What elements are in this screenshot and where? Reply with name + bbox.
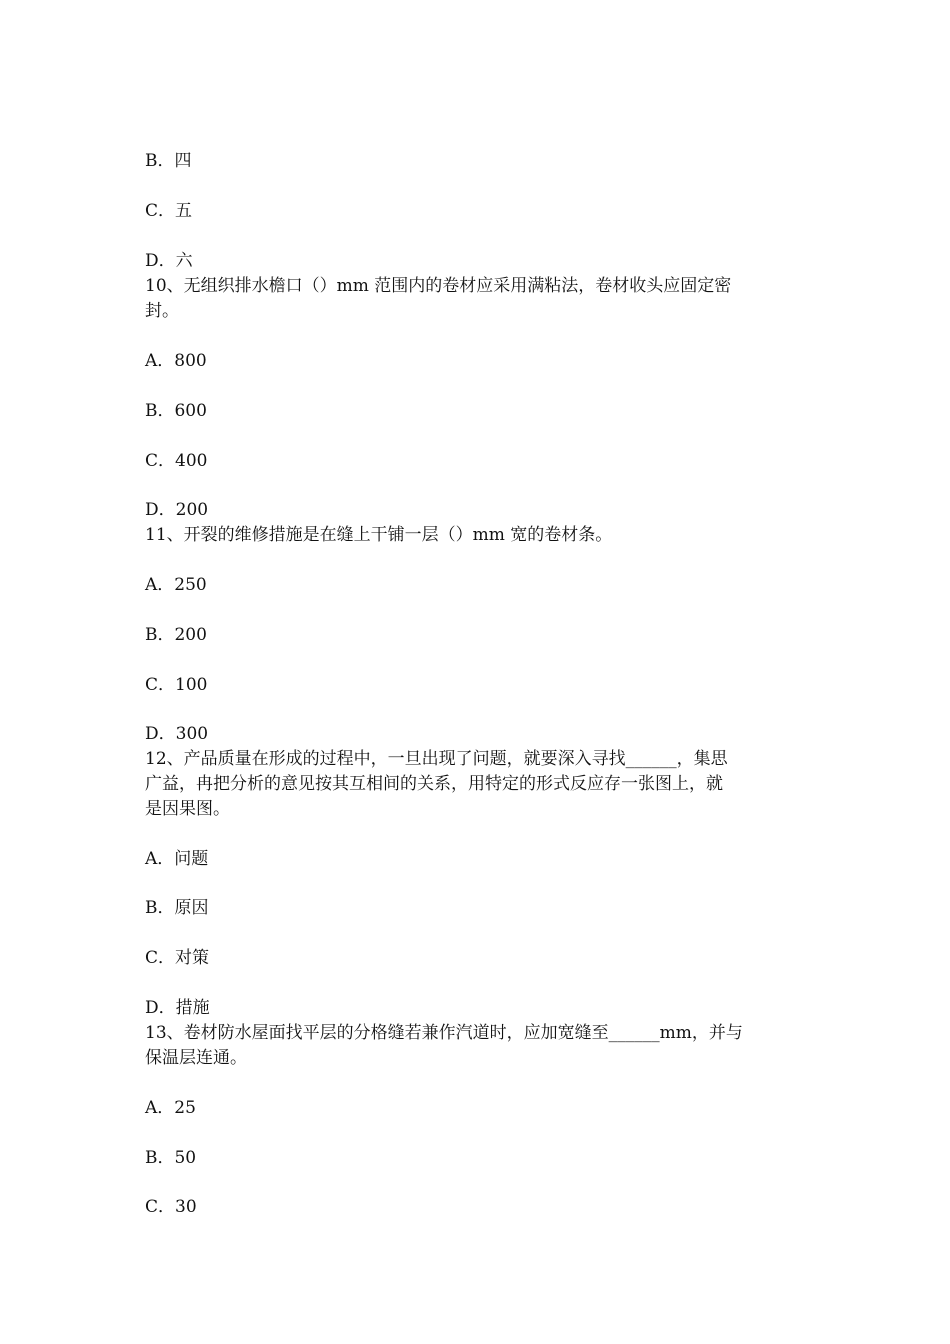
q9-option-b: B．四 [145, 151, 192, 171]
q10-option-a: A．800 [145, 351, 207, 371]
q12-option-c: C．对策 [145, 948, 210, 968]
q12-stem-line-3: 是因果图。 [145, 799, 230, 819]
q12-stem-line-1: 12、产品质量在形成的过程中，一旦出现了问题，就要深入寻找______，集思 [145, 749, 728, 769]
q13-stem-line-1: 13、卷材防水屋面找平层的分格缝若兼作汽道时，应加宽缝至______mm，并与 [145, 1023, 743, 1043]
q13-stem-line-2: 保温层连通。 [145, 1048, 247, 1068]
q10-stem-line-2: 封。 [145, 301, 179, 321]
q12-option-d: D．措施 [145, 998, 210, 1018]
q10-option-b: B．600 [145, 401, 207, 421]
q12-option-b: B．原因 [145, 898, 209, 918]
q11-stem-line-1: 11、开裂的维修措施是在缝上干铺一层（）mm 宽的卷材条。 [145, 525, 613, 545]
q9-option-c: C．五 [145, 201, 193, 221]
q11-option-a: A．250 [145, 575, 207, 595]
q11-option-d: D．300 [145, 724, 209, 744]
q10-option-c: C．400 [145, 451, 208, 471]
q13-option-a: A．25 [145, 1098, 196, 1118]
q12-option-a: A．问题 [145, 849, 209, 869]
q12-stem-line-2: 广益，冉把分析的意见按其互相间的关系，用特定的形式反应存一张图上，就 [145, 774, 723, 794]
q11-option-b: B．200 [145, 625, 207, 645]
q10-option-d: D．200 [145, 500, 209, 520]
q13-option-b: B．50 [145, 1148, 197, 1168]
q13-option-c: C．30 [145, 1197, 197, 1217]
q9-option-d: D．六 [145, 251, 193, 271]
q11-option-c: C．100 [145, 675, 208, 695]
q10-stem-line-1: 10、无组织排水檐口（）mm 范围内的卷材应采用满粘法，卷材收头应固定密 [145, 276, 732, 296]
